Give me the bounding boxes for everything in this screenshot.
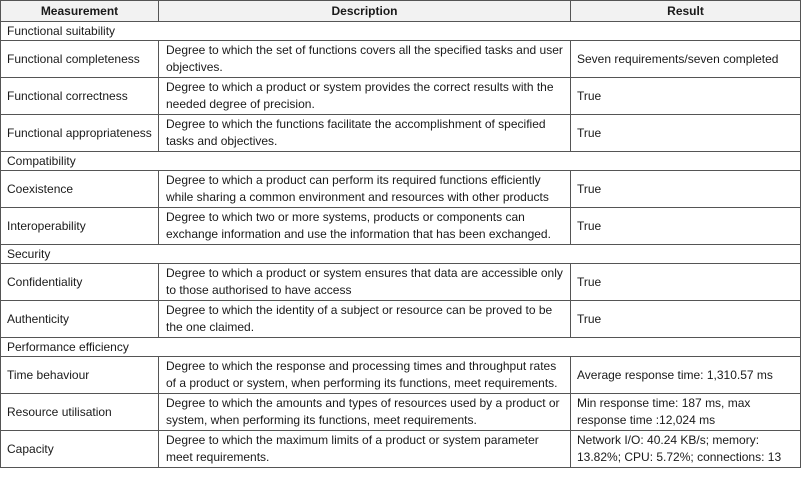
table-row (1, 264, 801, 301)
table-row (1, 357, 801, 394)
category-row (1, 245, 801, 264)
table-row (1, 394, 801, 431)
result-cell: True (571, 78, 801, 115)
result-cell: True (571, 264, 801, 301)
measurement-cell: Capacity (1, 431, 159, 468)
measurement-cell: Coexistence (1, 171, 159, 208)
result-cell: Seven requirements/seven completed (571, 41, 801, 78)
description-cell: Degree to which the amounts and types of resources used by a product or system, when performing its functions, meet requirements. (159, 394, 571, 431)
table-row (1, 301, 801, 338)
result-cell: True (571, 171, 801, 208)
result-cell: Network I/O: 40.24 KB/s; memory: 13.82%; CPU: 5.72%; connections: 13 (571, 431, 801, 468)
measurement-cell: Functional completeness (1, 41, 159, 78)
description-cell: Degree to which two or more systems, products or components can exchange information and use the information that has been exchanged. (159, 208, 571, 245)
result-cell: True (571, 301, 801, 338)
header-description: Description (159, 1, 571, 22)
measurement-cell: Functional appropriateness (1, 115, 159, 152)
category-row (1, 152, 801, 171)
result-cell: Average response time: 1,310.57 ms (571, 357, 801, 394)
measurement-cell: Functional correctness (1, 78, 159, 115)
category-label: Security (1, 245, 801, 264)
category-label: Compatibility (1, 152, 801, 171)
measurement-cell: Authenticity (1, 301, 159, 338)
measurement-cell: Confidentiality (1, 264, 159, 301)
description-cell: Degree to which a product or system ensures that data are accessible only to those authorised to have access (159, 264, 571, 301)
category-row (1, 338, 801, 357)
description-cell: Degree to which the identity of a subject or resource can be proved to be the one claimed. (159, 301, 571, 338)
description-cell: Degree to which a product can perform its required functions efficiently while sharing a common environment and resources with other products (159, 171, 571, 208)
table-row (1, 115, 801, 152)
table-row (1, 431, 801, 468)
category-label: Performance efficiency (1, 338, 801, 357)
measurement-cell: Interoperability (1, 208, 159, 245)
description-cell: Degree to which the maximum limits of a product or system parameter meet requirements. (159, 431, 571, 468)
table-row (1, 78, 801, 115)
description-cell: Degree to which the response and processing times and throughput rates of a product or system, when performing its functions, meet requirements. (159, 357, 571, 394)
table-row (1, 41, 801, 78)
table-body (1, 22, 801, 468)
measurement-cell: Resource utilisation (1, 394, 159, 431)
result-cell: True (571, 115, 801, 152)
category-label: Functional suitability (1, 22, 801, 41)
header-row (1, 1, 801, 22)
category-row (1, 22, 801, 41)
description-cell: Degree to which the functions facilitate the accomplishment of specified tasks and objectives. (159, 115, 571, 152)
table-row (1, 171, 801, 208)
header-result: Result (571, 1, 801, 22)
table-row (1, 208, 801, 245)
result-cell: True (571, 208, 801, 245)
measurement-cell: Time behaviour (1, 357, 159, 394)
description-cell: Degree to which a product or system provides the correct results with the needed degree of precision. (159, 78, 571, 115)
description-cell: Degree to which the set of functions covers all the specified tasks and user objectives. (159, 41, 571, 78)
header-measurement: Measurement (1, 1, 159, 22)
result-cell: Min response time: 187 ms, max response time :12,024 ms (571, 394, 801, 431)
